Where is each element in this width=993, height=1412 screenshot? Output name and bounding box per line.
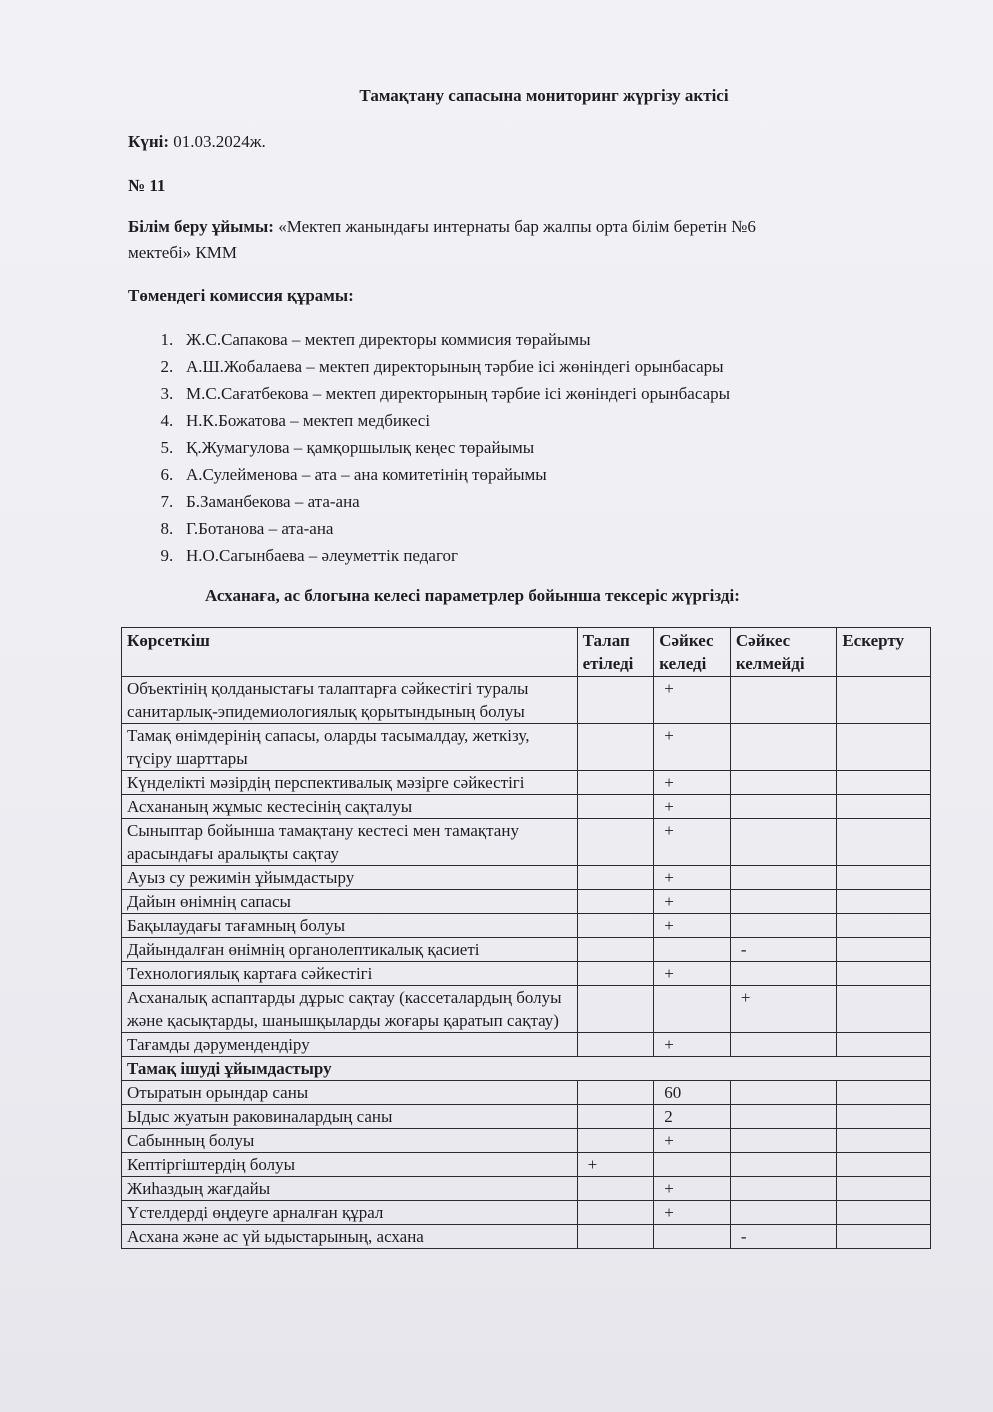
member-text: Н.К.Божатова – мектеп медбикесі (186, 411, 431, 430)
header-required: Талап етіледі (577, 628, 654, 677)
date-label: Күні: (128, 132, 170, 151)
header-indicator: Көрсеткіш (122, 628, 578, 677)
table-cell (730, 795, 836, 819)
table-row (122, 938, 931, 962)
organization-block (128, 214, 756, 266)
table-cell: Асхананың жұмыс кестесінің сақталуы (122, 795, 578, 819)
table-cell: Сабынның болуы (122, 1129, 578, 1153)
table-cell (730, 819, 836, 866)
table-row (122, 1129, 931, 1153)
table-cell (730, 1177, 836, 1201)
table-row (122, 1081, 931, 1105)
table-cell (577, 1201, 654, 1225)
table-cell: Дайын өнімнің сапасы (122, 890, 578, 914)
table-cell (654, 1153, 731, 1177)
header-noncompliant: Сәйкес келмейді (730, 628, 836, 677)
table-cell (577, 1225, 654, 1249)
table-cell: + (654, 1129, 731, 1153)
table-cell (577, 795, 654, 819)
table-cell: Технологиялық картаға сәйкестігі (122, 962, 578, 986)
table-cell: + (654, 677, 731, 724)
table-cell (730, 677, 836, 724)
member-item (128, 488, 730, 515)
table-cell (837, 1105, 931, 1129)
table-cell: Тамақ өнімдерінің сапасы, оларды тасымалдау, жеткізу, түсіру шарттары (122, 724, 578, 771)
commission-label: Төмендегі комиссия құрамы: (128, 286, 354, 305)
table-row (122, 890, 931, 914)
member-item (128, 542, 730, 569)
table-cell (837, 914, 931, 938)
table-cell (837, 890, 931, 914)
member-item (128, 461, 730, 488)
table-cell: - (730, 1225, 836, 1249)
table-cell: + (654, 1033, 731, 1057)
table-header-row (122, 628, 931, 677)
table-cell (577, 866, 654, 890)
table-cell: Күнделікті мәзірдің перспективалық мәзірге сәйкестігі (122, 771, 578, 795)
table-cell: + (654, 890, 731, 914)
member-item (128, 326, 730, 353)
member-item (128, 353, 730, 380)
member-item (128, 407, 730, 434)
table-cell (730, 1129, 836, 1153)
table-cell (577, 962, 654, 986)
commission-members-list (128, 326, 730, 569)
table-row (122, 866, 931, 890)
header-compliant: Сәйкес келеді (654, 628, 731, 677)
table-cell (577, 724, 654, 771)
table-cell: Сыныптар бойынша тамақтану кестесі мен тамақтану арасындағы аралықты сақтау (122, 819, 578, 866)
table-row (122, 724, 931, 771)
member-text: Н.О.Сагынбаева – әлеуметтік педагог (186, 546, 458, 565)
date-value: 01.03.2024ж. (173, 132, 266, 151)
table-cell: + (654, 1201, 731, 1225)
organization-label: Білім беру ұйымы: (128, 217, 274, 236)
table-cell (837, 1081, 931, 1105)
table-cell: 2 (654, 1105, 731, 1129)
table-cell (837, 962, 931, 986)
table-cell (577, 771, 654, 795)
table-cell (837, 1225, 931, 1249)
table-row (122, 1105, 931, 1129)
table-cell (837, 1177, 931, 1201)
table-cell: Объектінің қолданыстағы талаптарға сәйкестігі туралы санитарлық-эпидемиологиялық қорытындының болуы (122, 677, 578, 724)
table-cell (837, 1033, 931, 1057)
table-row (122, 795, 931, 819)
table-cell (837, 819, 931, 866)
table-cell (730, 866, 836, 890)
table-cell (730, 1201, 836, 1225)
table-cell (577, 986, 654, 1033)
member-number: 8. (160, 519, 186, 538)
table-cell (730, 771, 836, 795)
table-cell (837, 677, 931, 724)
member-item (128, 515, 730, 542)
table-cell: + (654, 914, 731, 938)
member-text: Г.Ботанова – ата-ана (186, 519, 334, 538)
table-cell (730, 1081, 836, 1105)
table-cell: Кептіргіштердің болуы (122, 1153, 578, 1177)
table-row (122, 1033, 931, 1057)
table-cell (730, 914, 836, 938)
table-cell (837, 1153, 931, 1177)
table-row (122, 1201, 931, 1225)
document-number: № 11 (128, 176, 166, 195)
table-cell (837, 771, 931, 795)
table-row (122, 819, 931, 866)
table-cell (837, 938, 931, 962)
table-cell: + (577, 1153, 654, 1177)
member-text: Қ.Жумагулова – қамқоршылық кеңес төрайымы (186, 438, 535, 457)
table-cell (654, 938, 731, 962)
date-line (128, 132, 266, 152)
table-cell (730, 962, 836, 986)
table-cell: Жиһаздың жағдайы (122, 1177, 578, 1201)
table-row (122, 771, 931, 795)
member-item (128, 434, 730, 461)
table-cell (577, 938, 654, 962)
member-number: 7. (160, 492, 186, 511)
member-text: А.Ш.Жобалаева – мектеп директорының тәрбие ісі жөніндегі орынбасары (186, 357, 724, 376)
table-cell: Тағамды дәрумендендіру (122, 1033, 578, 1057)
table-cell (730, 724, 836, 771)
organization-value-line1: «Мектеп жанындағы интернаты бар жалпы орта білім беретін №6 (278, 217, 756, 236)
table-cell: + (654, 819, 731, 866)
table-cell (577, 890, 654, 914)
table-cell (577, 1033, 654, 1057)
table-row (122, 1177, 931, 1201)
table-cell (837, 1129, 931, 1153)
member-text: М.С.Сағатбекова – мектеп директорының тәрбие ісі жөніндегі орынбасары (186, 384, 731, 403)
member-number: 9. (160, 546, 186, 565)
table-row (122, 677, 931, 724)
table-cell (654, 1225, 731, 1249)
table-row (122, 1153, 931, 1177)
table-row (122, 914, 931, 938)
document-title: Тамақтану сапасына мониторинг жүргізу актісі (359, 86, 729, 105)
table-cell: Асханалық аспаптарды дұрыс сақтау (кассеталардың болуы және қасықтарды, шанышқыларды жоғары қаратып сақтау) (122, 986, 578, 1033)
table-row (122, 986, 931, 1033)
table-cell: Асхана және ас үй ыдыстарының, асхана (122, 1225, 578, 1249)
table-cell: - (730, 938, 836, 962)
table-cell (654, 986, 731, 1033)
table-cell (837, 795, 931, 819)
table-cell (577, 1081, 654, 1105)
table-cell (577, 1129, 654, 1153)
member-number: 2. (160, 357, 186, 376)
member-number: 5. (160, 438, 186, 457)
table-cell: Дайындалған өнімнің органолептикалық қасиеті (122, 938, 578, 962)
table-cell (837, 986, 931, 1033)
table-cell (837, 724, 931, 771)
table-row (122, 962, 931, 986)
table-cell (730, 890, 836, 914)
table-cell: Үстелдерді өңдеуге арналған құрал (122, 1201, 578, 1225)
table-cell (577, 1105, 654, 1129)
section-title: Тамақ ішуді ұйымдастыру (122, 1057, 931, 1081)
table-cell (577, 819, 654, 866)
table-cell: + (654, 962, 731, 986)
table-cell: + (654, 795, 731, 819)
table-cell: Ауыз су режимін ұйымдастыру (122, 866, 578, 890)
member-text: Ж.С.Сапакова – мектеп директоры коммисия төрайымы (186, 330, 591, 349)
table-cell (577, 677, 654, 724)
table-section-row (122, 1057, 931, 1081)
member-number: 3. (160, 384, 186, 403)
table-cell (837, 1201, 931, 1225)
inspection-heading: Асханаға, ас блогына келесі параметрлер бойынша тексеріс жүргізді: (205, 586, 740, 605)
table-cell: Отыратын орындар саны (122, 1081, 578, 1105)
organization-value-line2: мектебі» КММ (128, 243, 238, 262)
member-item (128, 380, 730, 407)
header-note: Ескерту (837, 628, 931, 677)
table-cell: + (654, 866, 731, 890)
member-number: 4. (160, 411, 186, 430)
table-cell: + (730, 986, 836, 1033)
table-cell (730, 1033, 836, 1057)
member-number: 1. (160, 330, 186, 349)
member-number: 6. (160, 465, 186, 484)
member-text: А.Сулейменова – ата – ана комитетінің төрайымы (186, 465, 547, 484)
member-text: Б.Заманбекова – ата-ана (186, 492, 360, 511)
inspection-table (121, 627, 931, 1249)
table-cell (730, 1153, 836, 1177)
table-cell: + (654, 724, 731, 771)
table-cell (577, 1177, 654, 1201)
table-cell: + (654, 771, 731, 795)
table-cell: Ыдыс жуатын раковиналардың саны (122, 1105, 578, 1129)
table-cell (730, 1105, 836, 1129)
table-cell (837, 866, 931, 890)
table-cell (577, 914, 654, 938)
table-row (122, 1225, 931, 1249)
table-cell: Бақылаудағы тағамның болуы (122, 914, 578, 938)
table-cell: + (654, 1177, 731, 1201)
table-cell: 60 (654, 1081, 731, 1105)
